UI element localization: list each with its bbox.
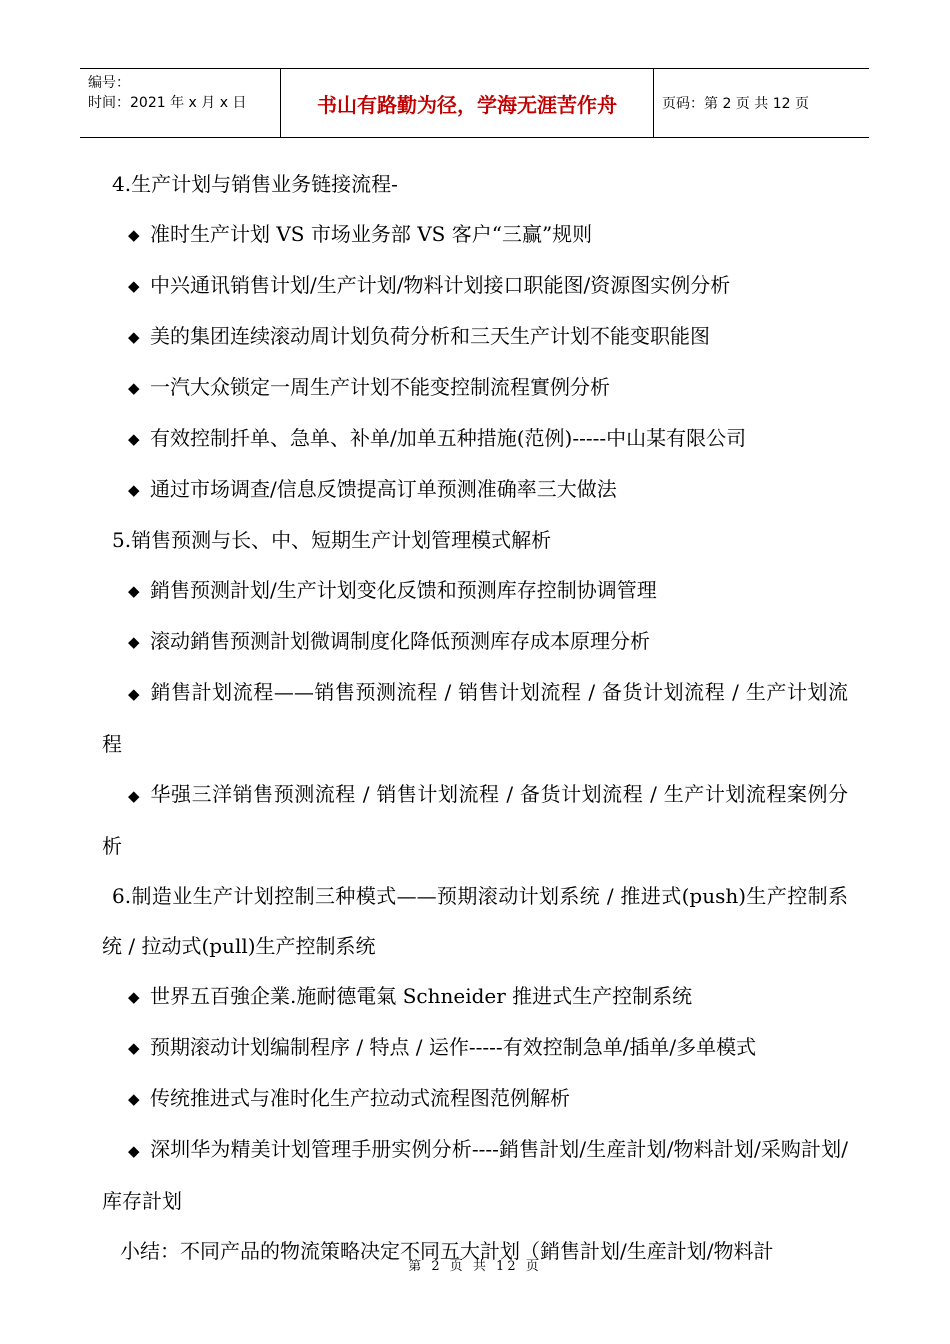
page-footer: 第 2 页 共 12 页 — [408, 1259, 542, 1274]
diamond-bullet-icon: ◆ — [128, 988, 140, 1006]
document-body — [102, 159, 848, 1276]
list-item: ◆ 传统推进式与准时化生产拉动式流程图范例解析 — [102, 1073, 848, 1124]
list-item: ◆ 銷售計划流程——销售预测流程 / 销售计划流程 / 备货计划流程 / 生产计划流程 — [102, 667, 848, 769]
summary-paragraph: 小结：不同产品的物流策略决定不同五大計划（銷售計划/生産計划/物料計 — [120, 1239, 774, 1263]
list-item: ◆ 滚动銷售预测計划微调制度化降低预测库存成本原理分析 — [102, 616, 848, 667]
list-item: ◆ 有效控制扦单、急单、补单/加单五种措施(范例)-----中山某有限公司 — [102, 413, 848, 464]
list-item: ◆ 一汽大众锁定一周生产计划不能变控制流程實例分析 — [102, 362, 848, 413]
diamond-bullet-icon: ◆ — [128, 1142, 140, 1160]
time-label: 时间：2021 年 x 月 x 日 — [88, 95, 247, 111]
list-item: ◆ 中兴通讯销售计划/生产计划/物料计划接口职能图/资源图实例分析 — [102, 260, 848, 311]
header-page-info: 页码：第 2 页 共 12 页 — [662, 96, 809, 112]
page-header — [80, 68, 869, 138]
diamond-bullet-icon: ◆ — [128, 226, 140, 244]
diamond-bullet-icon: ◆ — [128, 481, 140, 499]
diamond-bullet-icon: ◆ — [128, 379, 140, 397]
diamond-bullet-icon: ◆ — [128, 328, 140, 346]
header-motto: 书山有路勤为径，学海无涯苦作舟 — [281, 69, 654, 137]
diamond-bullet-icon: ◆ — [128, 1090, 140, 1108]
list-item: ◆ 世界五百強企業.施耐德電氣 Schneider 推进式生产控制系统 — [102, 971, 848, 1022]
list-item: ◆ 华强三洋销售预测流程 / 销售计划流程 / 备货计划流程 / 生产计划流程案例分析 — [102, 769, 848, 871]
list-item: ◆ 銷售预测計划/生产计划变化反馈和预测库存控制协调管理 — [102, 565, 848, 616]
list-item: ◆ 准时生产计划 VS 市场业务部 VS 客户“三赢”规则 — [102, 209, 848, 260]
diamond-bullet-icon: ◆ — [128, 277, 140, 295]
list-item: ◆ 预期滚动计划编制程序 / 特点 / 运作-----有效控制急单/插单/多单模式 — [102, 1022, 848, 1073]
list-item: ◆ 通过市场调查/信息反馈提高订单预测准确率三大做法 — [102, 464, 848, 515]
number-label: 编号： — [88, 75, 130, 91]
diamond-bullet-icon: ◆ — [128, 685, 140, 703]
diamond-bullet-icon: ◆ — [128, 1039, 140, 1057]
diamond-bullet-icon: ◆ — [128, 633, 140, 651]
header-meta — [80, 69, 281, 137]
section-heading-4: 4.生产计划与销售业务链接流程- — [112, 172, 398, 196]
section-heading-5: 5.销售预测与长、中、短期生产计划管理模式解析 — [112, 528, 552, 552]
diamond-bullet-icon: ◆ — [128, 430, 140, 448]
diamond-bullet-icon: ◆ — [128, 582, 140, 600]
section-heading-6: 6.制造业生产计划控制三种模式——预期滚动计划系统 / 推进式(push)生产控制系统 / 拉动式(pull)生产控制系统 — [102, 884, 848, 958]
diamond-bullet-icon: ◆ — [128, 787, 140, 805]
list-item: ◆ 深圳华为精美计划管理手册实例分析----銷售計划/生産計划/物料計划/采购計划/库存計划 — [102, 1124, 848, 1226]
list-item: ◆ 美的集团连续滚动周计划负荷分析和三天生产计划不能变职能图 — [102, 311, 848, 362]
